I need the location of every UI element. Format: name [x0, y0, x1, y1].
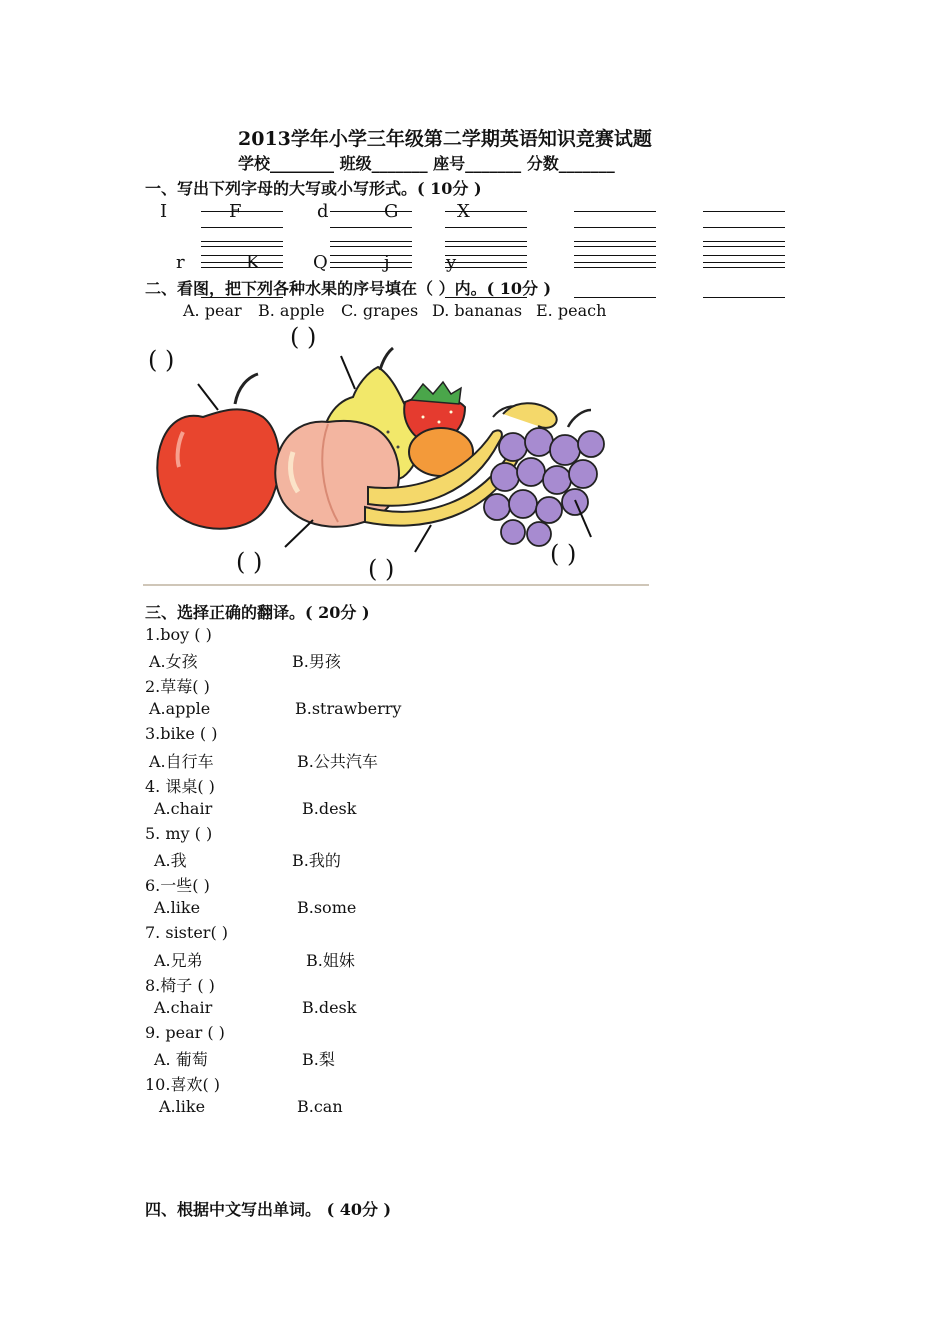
option-a[interactable]: A.like: [154, 898, 201, 917]
writing-line[interactable]: [703, 241, 785, 247]
option-a[interactable]: A. 葡萄: [154, 1050, 208, 1069]
writing-line[interactable]: [201, 262, 283, 268]
question-item: 1.boy ( ): [145, 625, 212, 644]
answer-bracket[interactable]: ( ): [148, 346, 175, 374]
writing-line[interactable]: [703, 262, 785, 268]
writing-line[interactable]: [201, 255, 283, 256]
question-item: 6.一些( ): [145, 876, 210, 895]
writing-line[interactable]: [330, 227, 412, 228]
writing-line[interactable]: [574, 241, 656, 247]
option-b[interactable]: B.我的: [292, 851, 341, 870]
writing-line[interactable]: [574, 255, 656, 256]
section3-heading: 三、选择正确的翻译。( 20分 ): [145, 603, 370, 622]
letter-prompt: Q: [313, 252, 328, 273]
letter-prompt: d: [317, 201, 329, 222]
question-item: 4. 课桌( ): [145, 777, 215, 796]
writing-line[interactable]: [201, 227, 283, 228]
section1-heading: 一、写出下列字母的大写或小写形式。( 10分 ): [145, 179, 482, 198]
writing-line[interactable]: [574, 262, 656, 268]
option-b[interactable]: B.strawberry: [295, 699, 402, 718]
writing-line[interactable]: [703, 227, 785, 228]
letter-prompt: X: [457, 201, 470, 222]
pointer-line: [198, 384, 218, 410]
writing-line[interactable]: [330, 262, 412, 268]
question-item: 8.椅子 ( ): [145, 976, 215, 995]
letter-prompt: F: [229, 201, 242, 222]
writing-line[interactable]: [445, 227, 527, 228]
pointer-line: [341, 356, 355, 389]
letter-prompt: G: [384, 201, 399, 222]
writing-line[interactable]: [330, 211, 412, 212]
question-item: 2.草莓( ): [145, 677, 210, 696]
option-b[interactable]: B.梨: [302, 1050, 335, 1069]
writing-line[interactable]: [703, 255, 785, 256]
question-item: 9. pear ( ): [145, 1023, 225, 1042]
option-b[interactable]: B.can: [297, 1097, 343, 1116]
writing-line[interactable]: [574, 211, 656, 212]
option-b[interactable]: B.desk: [302, 998, 357, 1017]
writing-line[interactable]: [201, 241, 283, 247]
page-title: 2013学年小学三年级第二学期英语知识竞赛试题: [238, 128, 652, 150]
option-a[interactable]: A.like: [159, 1097, 206, 1116]
writing-line[interactable]: [330, 255, 412, 256]
pointer-line: [285, 520, 313, 547]
section2-heading: 二、看图，把下列各种水果的序号填在（ ）内。( 10分 ): [145, 279, 552, 298]
option-b[interactable]: B.男孩: [292, 652, 341, 671]
letter-prompt: I: [160, 201, 168, 222]
option-b[interactable]: B.desk: [302, 799, 357, 818]
option-a[interactable]: A.女孩: [149, 652, 198, 671]
answer-bracket[interactable]: ( ): [368, 555, 395, 583]
writing-line[interactable]: [445, 262, 527, 268]
letter-prompt: r: [176, 252, 185, 273]
fruit-option: A. pear: [183, 301, 242, 320]
letter-prompt: K: [246, 252, 260, 273]
answer-bracket[interactable]: ( ): [550, 540, 577, 568]
answer-bracket[interactable]: ( ): [236, 548, 263, 576]
fruit-option: D. bananas: [432, 301, 523, 320]
writing-line[interactable]: [445, 255, 527, 256]
option-b[interactable]: B.some: [297, 898, 357, 917]
question-item: 7. sister( ): [145, 923, 229, 942]
writing-line[interactable]: [330, 241, 412, 247]
option-a[interactable]: A.chair: [154, 799, 213, 818]
fruit-option: E. peach: [536, 301, 607, 320]
option-a[interactable]: A.我: [154, 851, 187, 870]
option-b[interactable]: B.公共汽车: [297, 752, 378, 771]
writing-line[interactable]: [445, 211, 527, 212]
section4-heading: 四、根据中文写出单词。 ( 40分 ): [145, 1200, 392, 1219]
option-a[interactable]: A.自行车: [149, 752, 214, 771]
fruit-option: C. grapes: [341, 301, 419, 320]
letter-prompt: y: [446, 252, 457, 273]
writing-line[interactable]: [703, 211, 785, 212]
student-info-line: 学校________ 班级_______ 座号_______ 分数_______: [238, 154, 615, 173]
writing-line[interactable]: [703, 297, 785, 298]
question-item: 5. my ( ): [145, 824, 213, 843]
letter-prompt: j: [384, 252, 390, 273]
writing-line[interactable]: [445, 241, 527, 247]
apple-drawing: [157, 374, 279, 529]
option-a[interactable]: A.apple: [149, 699, 211, 718]
question-item: 3.bike ( ): [145, 724, 218, 743]
writing-line[interactable]: [574, 297, 656, 298]
writing-line[interactable]: [574, 227, 656, 228]
writing-line[interactable]: [201, 211, 283, 212]
option-a[interactable]: A.chair: [154, 998, 213, 1017]
answer-bracket[interactable]: ( ): [290, 323, 317, 351]
pointer-line: [415, 525, 431, 552]
fruit-option: B. apple: [258, 301, 325, 320]
option-a[interactable]: A.兄弟: [154, 951, 203, 970]
option-b[interactable]: B.姐妹: [306, 951, 355, 970]
question-item: 10.喜欢( ): [145, 1075, 221, 1094]
